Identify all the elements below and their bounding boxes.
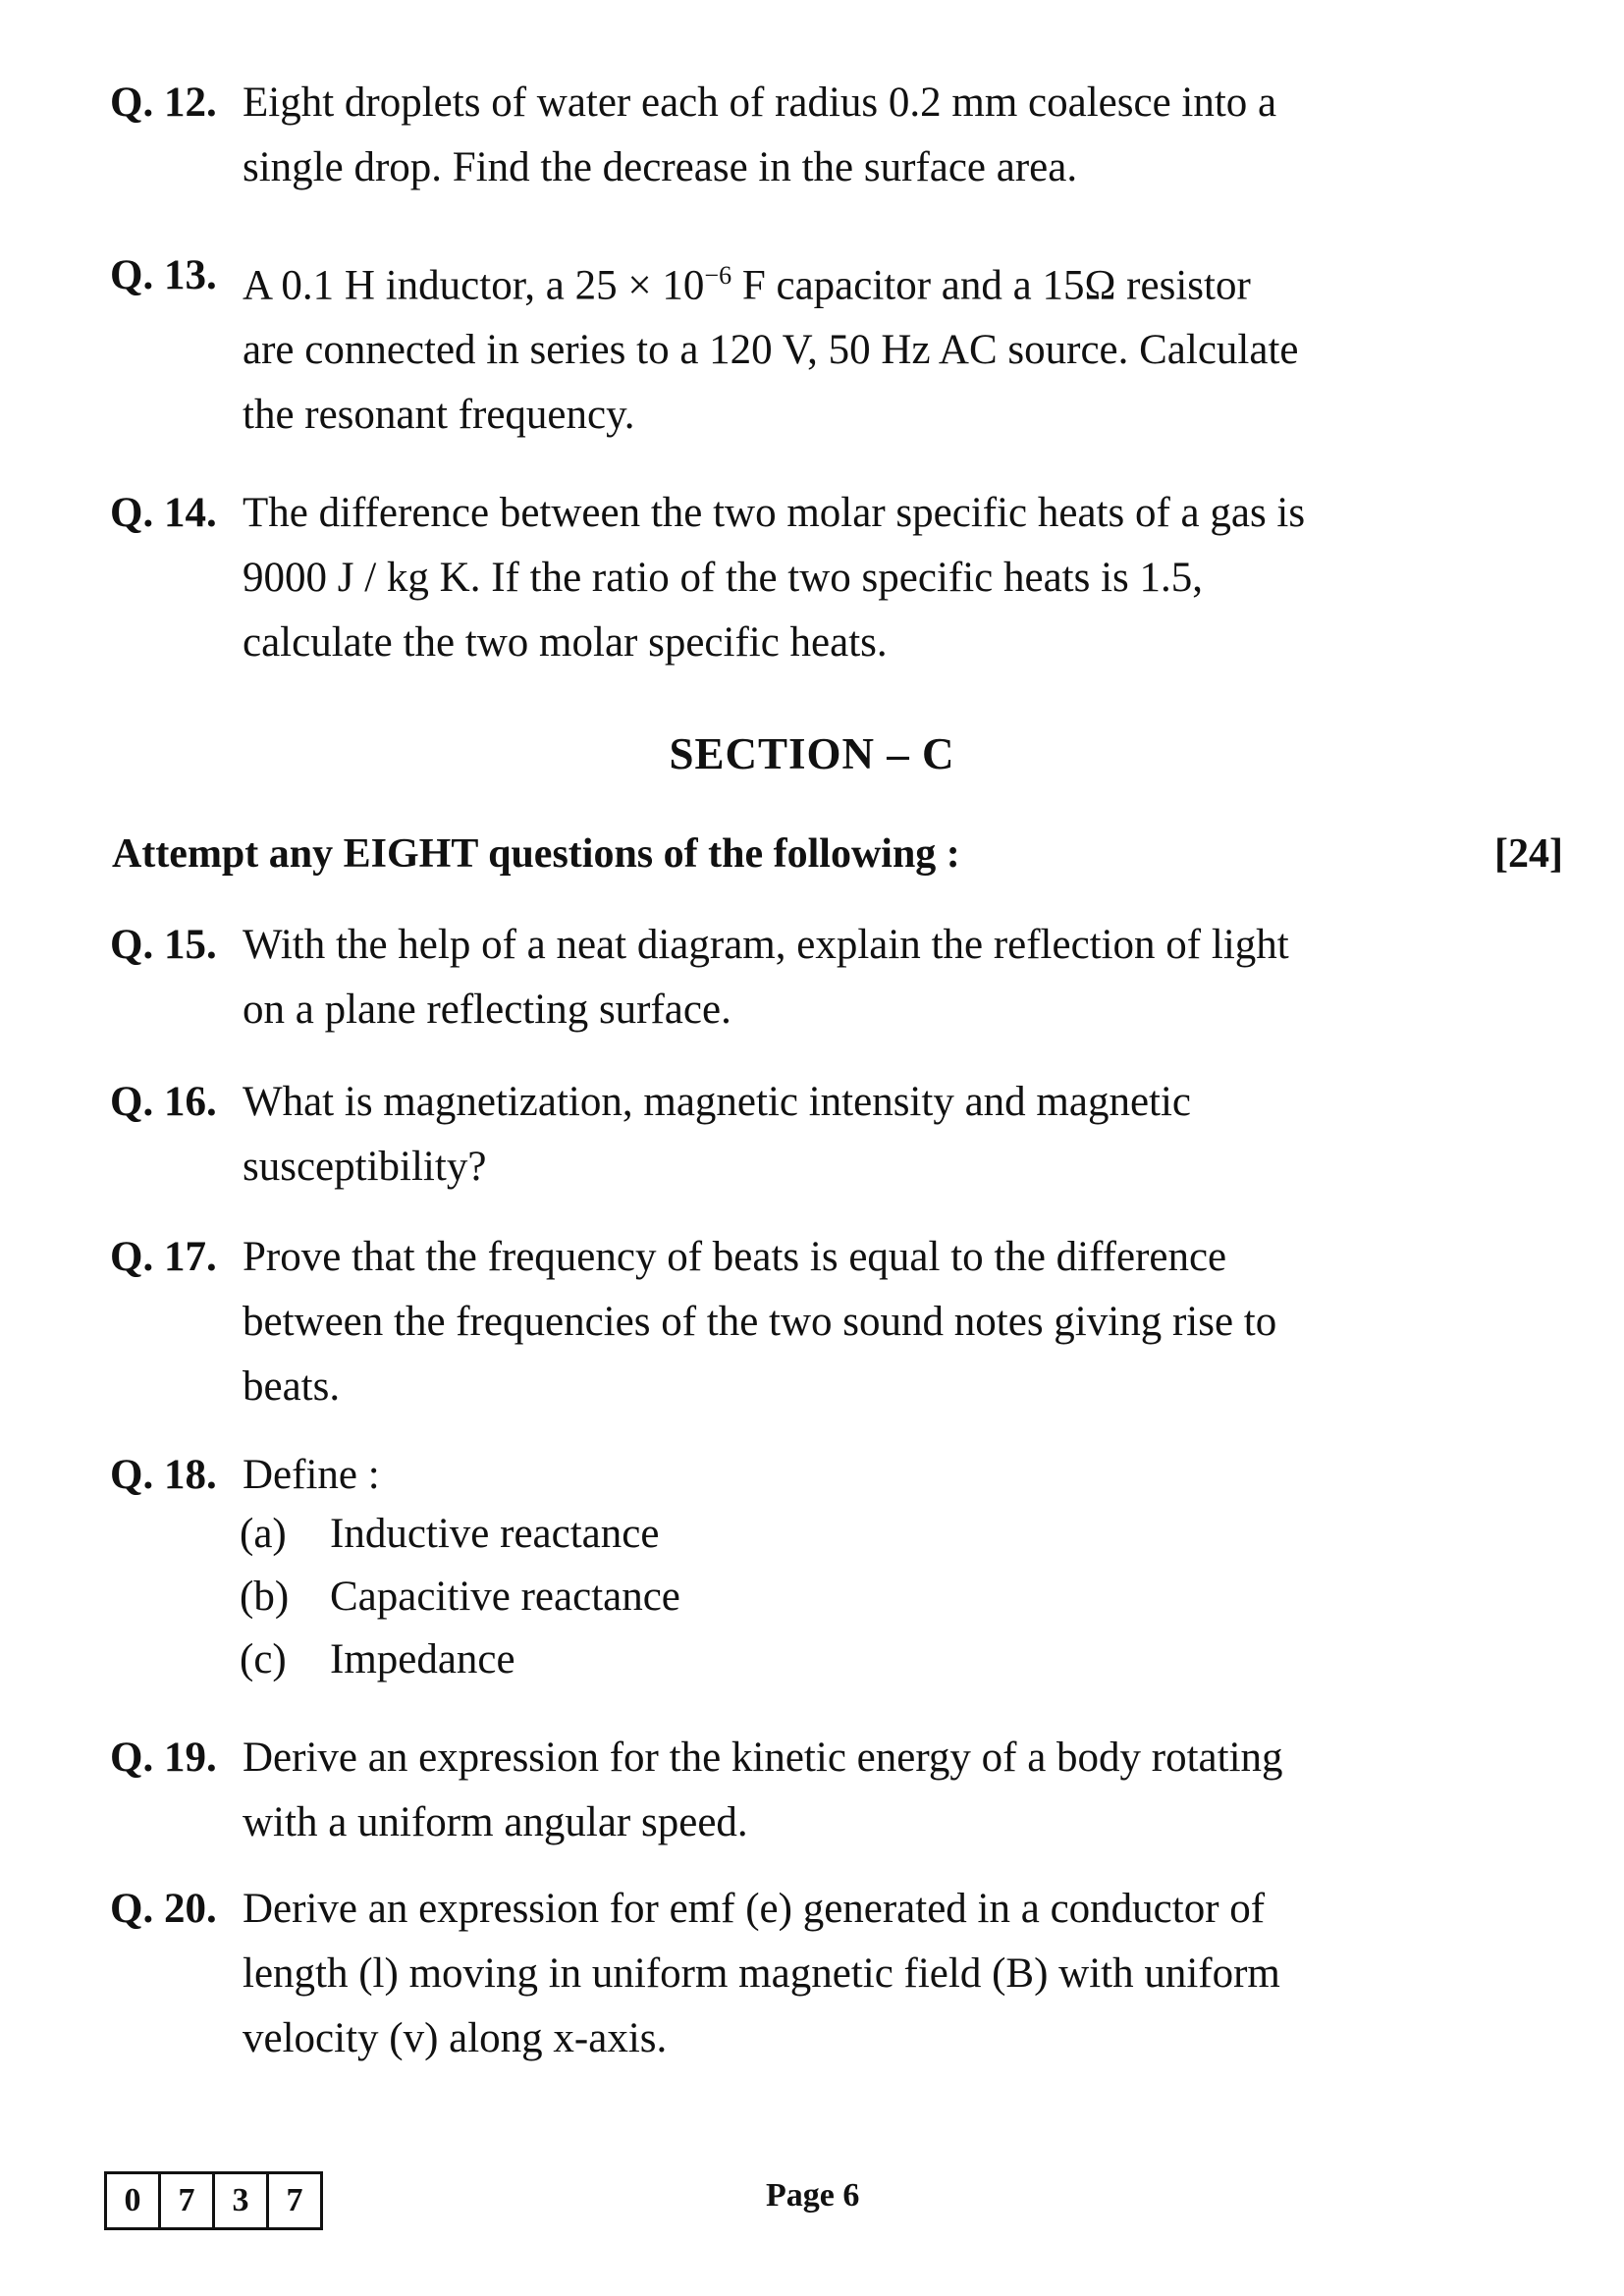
paper-code-digit: 0 (107, 2174, 161, 2227)
question-number: Q. 18. (110, 1452, 217, 1498)
question-text-line: The difference between the two molar specific heats of a gas is (243, 490, 1306, 536)
paper-code-box (104, 2171, 323, 2230)
question-20 (110, 1877, 1416, 2071)
question-number: Q. 19. (110, 1735, 217, 1781)
question-text-line: on a plane reflecting surface. (243, 987, 731, 1033)
question-text-line: 9000 J / kg K. If the ratio of the two specific heats is 1.5, (243, 555, 1204, 601)
sub-item-label: (b) (240, 1574, 290, 1620)
question-17 (110, 1225, 1416, 1419)
question-text-line: F capacitor and a 15Ω resistor (741, 262, 1251, 309)
question-text-line: Derive an expression for the kinetic energy of a body rotating (243, 1735, 1283, 1781)
question-text-line: calculate the two molar specific heats. (243, 619, 888, 666)
sub-item-label: (c) (240, 1636, 287, 1682)
sub-item-text: Capacitive reactance (330, 1574, 680, 1620)
question-text-line: single drop. Find the decrease in the surface area. (243, 144, 1078, 190)
sub-item-a (240, 1510, 659, 1558)
question-text-line: between the frequencies of the two sound notes giving rise to (243, 1299, 1277, 1345)
question-text-line: beats. (243, 1363, 341, 1410)
question-19 (110, 1726, 1416, 1855)
sub-item-text: Inductive reactance (330, 1511, 660, 1557)
question-text-line: velocity (v) along x-axis. (243, 2015, 668, 2061)
question-number: Q. 13. (110, 252, 217, 298)
paper-code-digit: 3 (215, 2174, 269, 2227)
question-text-line: With the help of a neat diagram, explain the reflection of light (243, 922, 1289, 968)
sub-item-label: (a) (240, 1511, 287, 1557)
question-text-line: length (l) moving in uniform magnetic field (B) with uniform (243, 1950, 1280, 1997)
paper-code-digit: 7 (161, 2174, 215, 2227)
question-text-line: susceptibility? (243, 1144, 487, 1190)
question-text-line: Derive an expression for emf (e) generated in a conductor of (243, 1886, 1266, 1932)
section-title: SECTION – C (669, 729, 955, 778)
sub-item-c (240, 1635, 515, 1683)
question-15 (110, 913, 1416, 1042)
question-number: Q. 14. (110, 490, 217, 536)
question-16 (110, 1070, 1416, 1200)
question-number: Q. 20. (110, 1886, 217, 1932)
exponent: −6 (704, 261, 732, 290)
question-text-line: Prove that the frequency of beats is equal to the difference (243, 1234, 1227, 1280)
question-text-line: with a uniform angular speed. (243, 1799, 748, 1845)
question-text-line: are connected in series to a 120 V, 50 Hz AC source. Calculate (243, 327, 1299, 374)
question-number: Q. 17. (110, 1234, 217, 1280)
question-text-line: A 0.1 H inductor, a 25 × 10 (243, 262, 705, 309)
question-18 (110, 1443, 1416, 1508)
section-instruction: Attempt any EIGHT questions of the following : (112, 831, 960, 877)
question-text-line: Eight droplets of water each of radius 0.2 mm coalesce into a (243, 80, 1277, 126)
sub-item-text: Impedance (330, 1636, 515, 1682)
question-text-line: What is magnetization, magnetic intensity and magnetic (243, 1079, 1192, 1125)
sub-item-b (240, 1573, 680, 1621)
question-13 (110, 243, 1416, 448)
question-number: Q. 15. (110, 922, 217, 968)
question-14 (110, 481, 1416, 675)
question-text-line: Define : (243, 1452, 380, 1498)
page-number: Page 6 (766, 2177, 860, 2214)
question-number: Q. 16. (110, 1079, 217, 1125)
section-marks: [24] (1494, 831, 1563, 877)
paper-code-digit: 7 (286, 2182, 303, 2218)
question-number: Q. 12. (110, 80, 217, 126)
question-12 (110, 71, 1416, 200)
question-text-line: the resonant frequency. (243, 392, 635, 439)
